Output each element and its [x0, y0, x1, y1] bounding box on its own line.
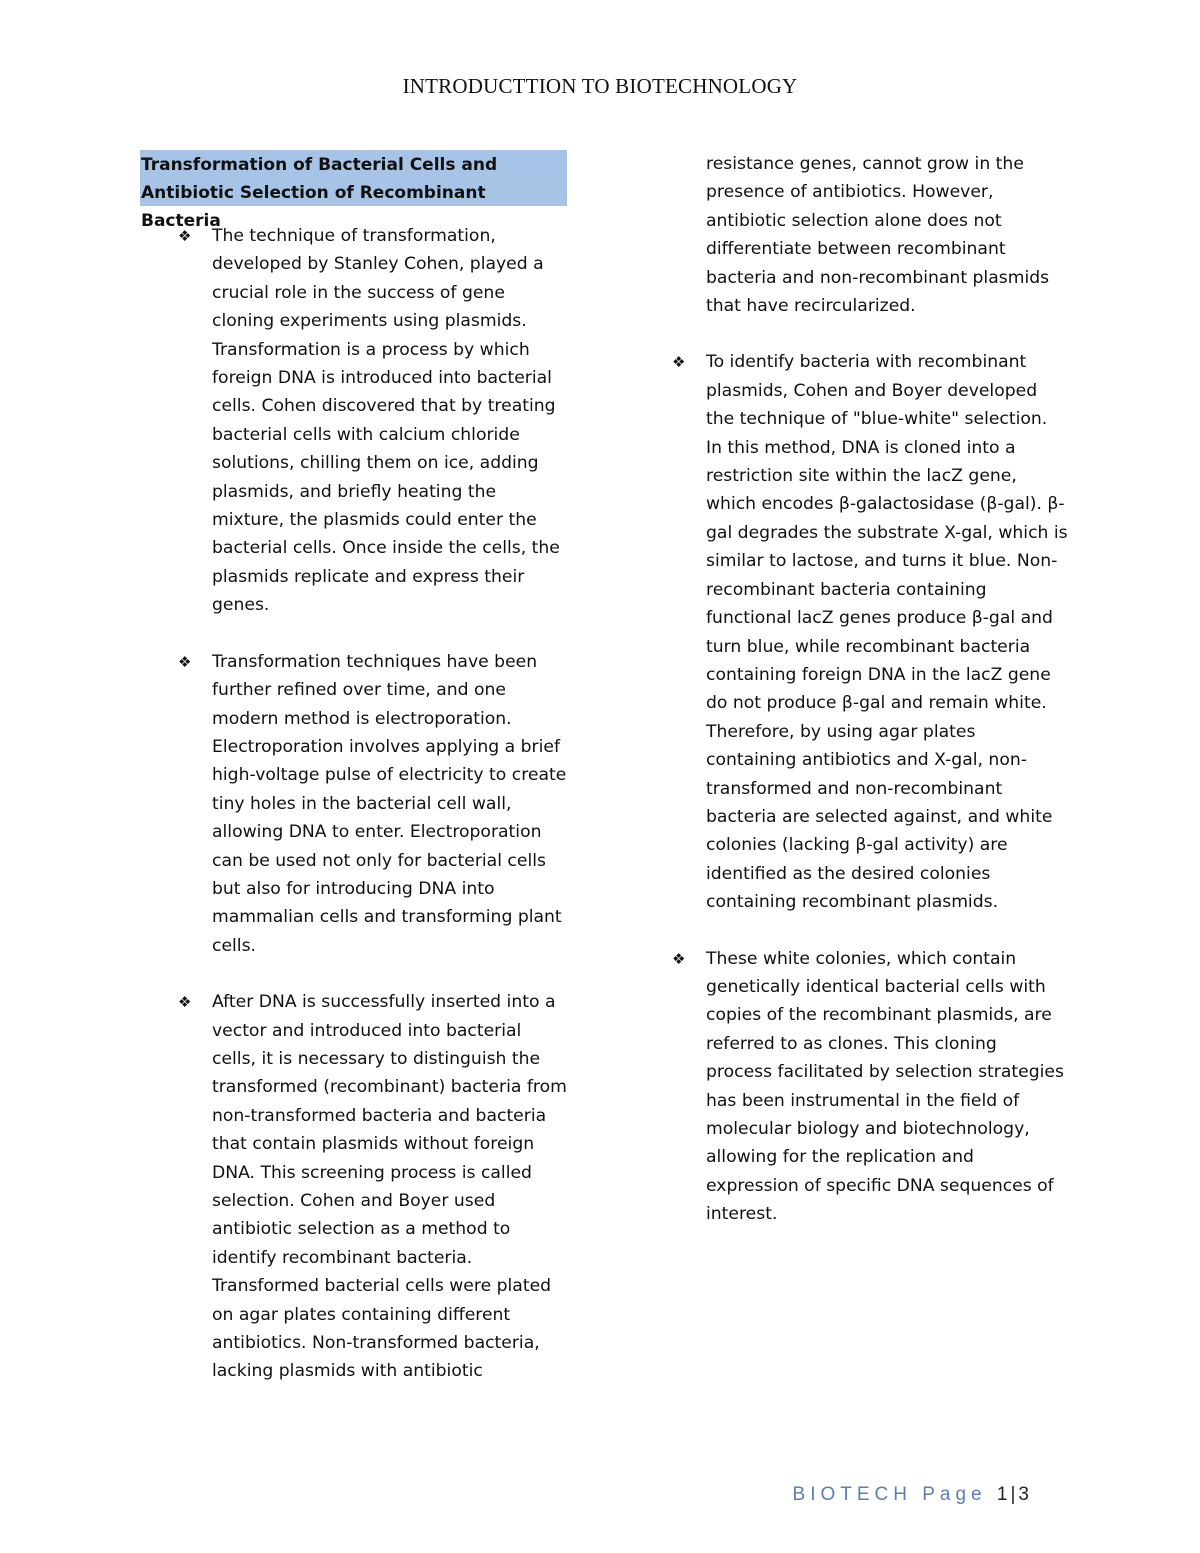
left-column — [140, 150, 570, 1386]
continued-paragraph: resistance genes, cannot grow in the presence of antibiotics. However, antibiotic selection alone does not differentiate between recombinant bacteria and non-recombinant plasmids that have recircularized. — [706, 154, 1050, 317]
diamond-bullet-icon: ❖ — [178, 993, 192, 1012]
diamond-bullet-icon: ❖ — [672, 353, 686, 372]
bullet-item — [668, 348, 1068, 916]
page-separator: | — [1010, 1484, 1019, 1505]
page-title: INTRODUCTTION TO BIOTECHNOLOGY — [402, 74, 798, 98]
bullet-text: Transformation techniques have been further refined over time, and one modern method is electroporation. Electroporation involves applying a brief high-voltage pulse of electricity to create tiny holes in the bacterial cell wall, allowing DNA to enter. Electroporation can be used not only for bacterial cells but also for introducing DNA into mammalian cells and transforming plant cells. — [212, 651, 567, 956]
page-number-current: 1 — [996, 1484, 1011, 1505]
bullet-item — [140, 648, 570, 960]
diamond-bullet-icon: ❖ — [672, 949, 686, 968]
bullet-text: These white colonies, which contain genetically identical bacterial cells with copies of the recombinant plasmids, are referred to as clones. This cloning process facilitated by selection strategies has been instrumental in the field of molecular biology and biotechnology, allowing for the replication and expression of specific DNA sequences of interest. — [706, 948, 1064, 1225]
page-footer — [793, 1484, 1032, 1506]
diamond-bullet-icon: ❖ — [178, 652, 192, 671]
bullet-text: After DNA is successfully inserted into a vector and introduced into bacterial cells, it is necessary to distinguish the transformed (recombinant) bacteria from non-transformed bacteria and bacteria that contain plasmids without foreign DNA. This screening process is called selection. Cohen and Boyer used antibiotic selection as a method to identify recombinant bacteria. Transformed bacterial cells were plated on agar plates containing different antibiotics. Non-transformed bacteria, lacking plasmids with antibiotic — [212, 992, 567, 1382]
bullet-text: The technique of transformation, developed by Stanley Cohen, played a crucial role in the success of gene cloning experiments using plasmids. Transformation is a process by which foreign DNA is introduced into bacterial cells. Cohen discovered that by treating bacterial cells with calcium chloride solutions, chilling them on ice, adding plasmids, and briefly heating the mixture, the plasmids could enter the bacterial cells. Once inside the cells, the plasmids replicate and express their genes. — [212, 226, 560, 616]
section-heading: Transformation of Bacterial Cells and Antibiotic Selection of Recombinant Bacteria — [140, 150, 567, 206]
bullet-item — [140, 222, 570, 620]
bullet-item — [140, 988, 570, 1386]
right-column — [668, 150, 1068, 1229]
bullet-text: To identify bacteria with recombinant plasmids, Cohen and Boyer developed the technique of "blue-white" selection. In this method, DNA is cloned into a restriction site within the lacZ gene, which encodes β-galactosidase (β-gal). β-gal degrades the substrate X-gal, which is similar to lactose, and turns it blue. Non-recombinant bacteria containing functional lacZ genes produce β-gal and turn blue, while recombinant bacteria containing foreign DNA in the lacZ gene do not produce β-gal and remain white. Therefore, by using agar plates containing antibiotics and X-gal, non-transformed and non-recombinant bacteria are selected against, and white colonies (lacking β-gal activity) are identified as the desired colonies containing recombinant plasmids. — [706, 352, 1068, 913]
diamond-bullet-icon: ❖ — [178, 227, 192, 245]
page-number-total: 3 — [1018, 1484, 1032, 1505]
bullet-item — [668, 945, 1068, 1229]
footer-label: BIOTECH Page — [792, 1484, 987, 1505]
